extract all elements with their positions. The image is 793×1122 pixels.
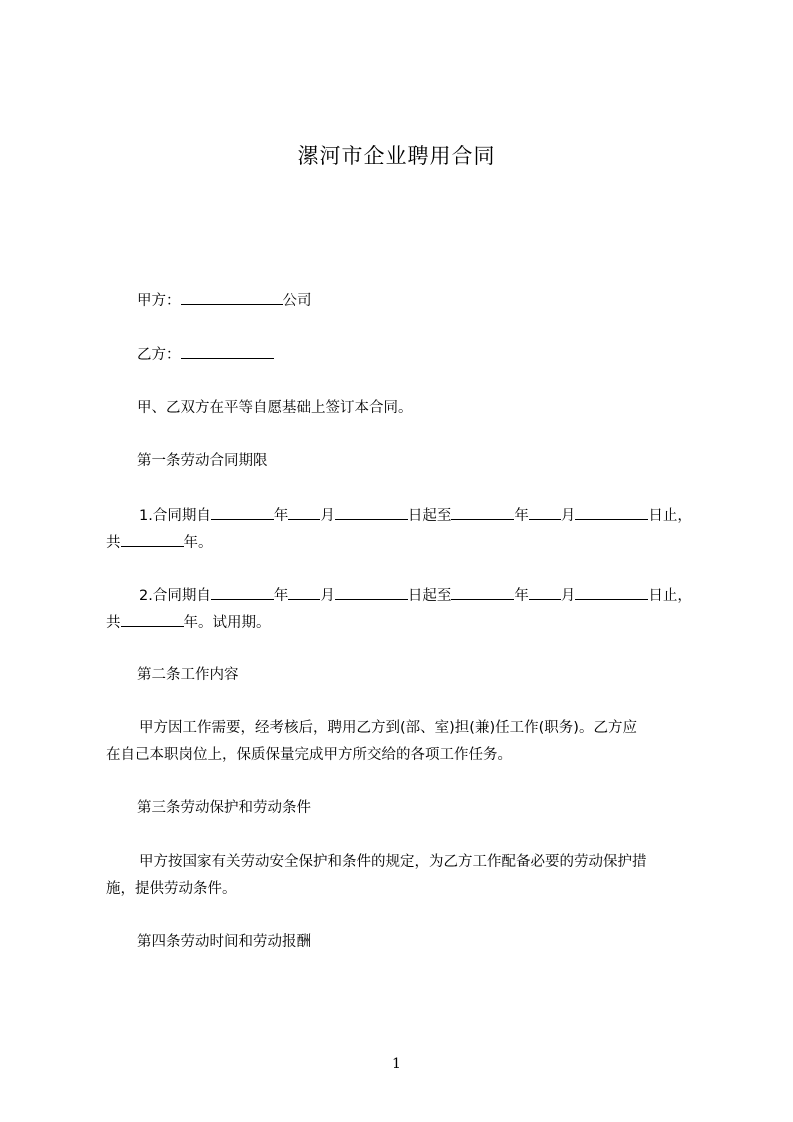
document-title: 漯河市企业聘用合同: [297, 144, 496, 168]
clause-1-year-label: 年: [273, 508, 289, 524]
clause-1-line-2: [106, 532, 213, 553]
clause-1-month2-label: 月: [560, 508, 576, 524]
party-a-suffix: 公司: [282, 293, 312, 309]
party-b-line: [137, 344, 274, 365]
clause-2-start-year-blank[interactable]: [211, 585, 274, 600]
article-3-heading: 第三条劳动保护和劳动条件: [137, 800, 311, 816]
clause-1-from-day-label: 日起至: [407, 508, 452, 524]
clause-2-end-year-blank[interactable]: [451, 585, 514, 600]
clause-1-line-1: [139, 505, 692, 526]
clause-2-start-day-blank[interactable]: [335, 585, 408, 600]
clause-2-to-day-label: 日止，: [648, 588, 692, 604]
article-2-heading: 第二条工作内容: [137, 667, 239, 683]
clause-2-year2-label: 年: [514, 588, 529, 604]
clause-1-month-label: 月: [320, 508, 335, 524]
party-a-line: [137, 290, 312, 311]
clause-2-total-years-blank[interactable]: [121, 612, 184, 627]
clause-2-start-month-blank[interactable]: [288, 585, 320, 600]
clause-2-total-prefix: 共: [106, 615, 121, 631]
party-a-label: 甲方：: [137, 293, 181, 309]
clause-1-total-prefix: 共: [106, 535, 121, 551]
article-3-text-line-2: 施，提供劳动条件。: [106, 881, 237, 897]
clause-2-line-2: [106, 612, 271, 633]
clause-2-total-suffix: 年。试用期。: [183, 615, 271, 631]
clause-1-total-suffix: 年。: [183, 535, 213, 551]
clause-1-year2-label: 年: [514, 508, 529, 524]
clause-2-from-day-label: 日起至: [407, 588, 452, 604]
clause-2-end-day-blank[interactable]: [575, 585, 648, 600]
clause-1-start-day-blank[interactable]: [335, 505, 408, 520]
party-b-label: 乙方：: [137, 347, 181, 363]
clause-2-prefix: 2.合同期自: [139, 588, 211, 604]
clause-1-end-year-blank[interactable]: [451, 505, 514, 520]
clause-2-month2-label: 月: [560, 588, 576, 604]
clause-1-total-years-blank[interactable]: [121, 532, 184, 547]
clause-1-end-month-blank[interactable]: [529, 505, 561, 520]
party-a-blank[interactable]: [181, 290, 283, 305]
clause-1-end-day-blank[interactable]: [575, 505, 648, 520]
article-2-text-line-1: 甲方因工作需要，经考核后，聘用乙方到(部、室)担(兼)任工作(职务)。乙方应: [139, 720, 637, 736]
clause-1-prefix: 1.合同期自: [139, 508, 211, 524]
article-3-text-line-1: 甲方按国家有关劳动安全保护和条件的规定，为乙方工作配备必要的劳动保护措: [139, 854, 647, 870]
intro-text: 甲、乙双方在平等自愿基础上签订本合同。: [137, 400, 413, 416]
article-4-heading: 第四条劳动时间和劳动报酬: [137, 934, 311, 950]
clause-1-to-day-label: 日止，: [648, 508, 692, 524]
clause-2-end-month-blank[interactable]: [529, 585, 561, 600]
article-2-text-line-2: 在自己本职岗位上，保质保量完成甲方所交给的各项工作任务。: [106, 747, 512, 763]
clause-1-start-month-blank[interactable]: [288, 505, 320, 520]
clause-2-year-label: 年: [273, 588, 289, 604]
clause-2-month-label: 月: [320, 588, 335, 604]
page-number: 1: [392, 1056, 401, 1072]
article-1-heading: 第一条劳动合同期限: [137, 453, 268, 469]
party-b-blank[interactable]: [181, 344, 274, 359]
clause-2-line-1: [139, 585, 692, 606]
clause-1-start-year-blank[interactable]: [211, 505, 274, 520]
